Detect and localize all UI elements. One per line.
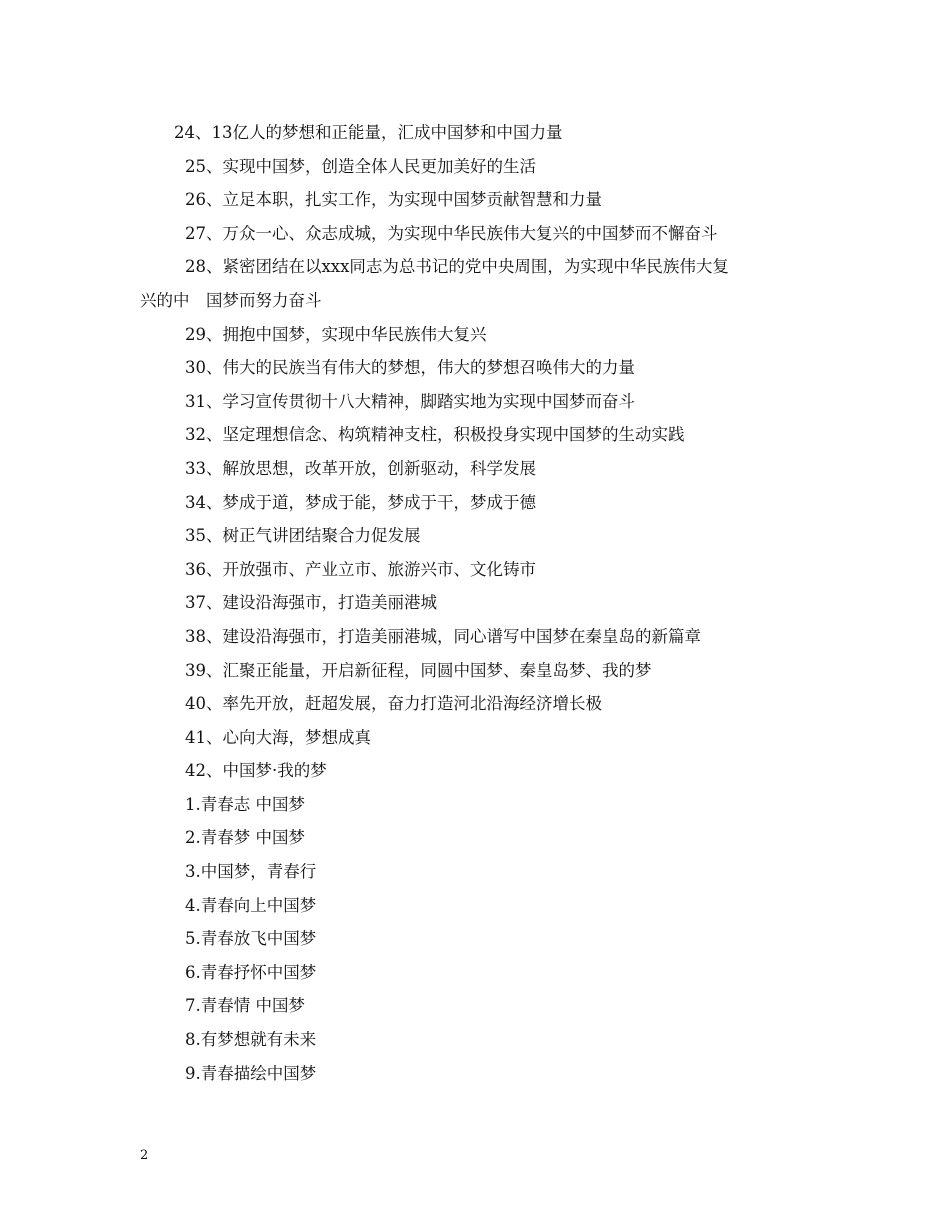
slogan-line: 31、学习宣传贯彻十八大精神，脚踏实地为实现中国梦而奋斗 [185,391,635,411]
page-number: 2 [140,1148,149,1163]
slogan-line: 36、开放强市、产业立市、旅游兴市、文化铸市 [185,559,536,579]
list-item: 9.青春描绘中国梦 [185,1063,317,1083]
list-item: 5.青春放飞中国梦 [185,929,317,949]
slogan-line: 39、汇聚正能量，开启新征程，同圆中国梦、秦皇岛梦、我的梦 [185,660,652,680]
slogan-line: 27、万众一心、众志成城，为实现中华民族伟大复兴的中国梦而不懈奋斗 [185,223,718,243]
slogan-line: 40、率先开放，赶超发展，奋力打造河北沿海经济增长极 [185,694,602,714]
slogan-line: 38、建设沿海强市，打造美丽港城，同心谱写中国梦在秦皇岛的新篇章 [185,626,701,646]
list-item: 7.青春情 中国梦 [185,996,305,1016]
list-item: 2.青春梦 中国梦 [185,828,305,848]
document-body [140,116,820,1090]
list-item: 8.有梦想就有未来 [185,1030,317,1050]
list-item: 6.青春抒怀中国梦 [185,962,317,982]
slogan-line-continuation: 兴的中 国梦而努力奋斗 [140,290,322,310]
slogan-line: 34、梦成于道，梦成于能，梦成于干，梦成于德 [185,492,536,512]
slogan-line: 33、解放思想，改革开放，创新驱动，科学发展 [185,458,536,478]
slogan-line: 24、13亿人的梦想和正能量，汇成中国梦和中国力量 [174,123,563,142]
slogan-line: 41、心向大海，梦想成真 [185,727,371,747]
slogan-line: 35、树正气讲团结聚合力促发展 [185,526,421,546]
slogan-line: 25、实现中国梦，创造全体人民更加美好的生活 [185,156,536,176]
list-item: 3.中国梦，青春行 [185,862,317,882]
slogan-line: 32、坚定理想信念、构筑精神支柱，积极投身实现中国梦的生动实践 [185,425,685,445]
slogan-line: 26、立足本职，扎实工作，为实现中国梦贡献智慧和力量 [185,190,602,210]
slogan-line: 28、紧密团结在以xxx同志为总书记的党中央周围，为实现中华民族伟大复 [185,257,729,277]
slogan-line: 37、建设沿海强市，打造美丽港城 [185,593,437,613]
list-item: 1.青春志 中国梦 [185,794,305,814]
list-item: 4.青春向上中国梦 [185,895,317,915]
slogan-line: 30、伟大的民族当有伟大的梦想，伟大的梦想召唤伟大的力量 [185,358,635,378]
slogan-line: 29、拥抱中国梦，实现中华民族伟大复兴 [185,324,487,344]
slogan-line: 42、中国梦·我的梦 [185,761,327,781]
